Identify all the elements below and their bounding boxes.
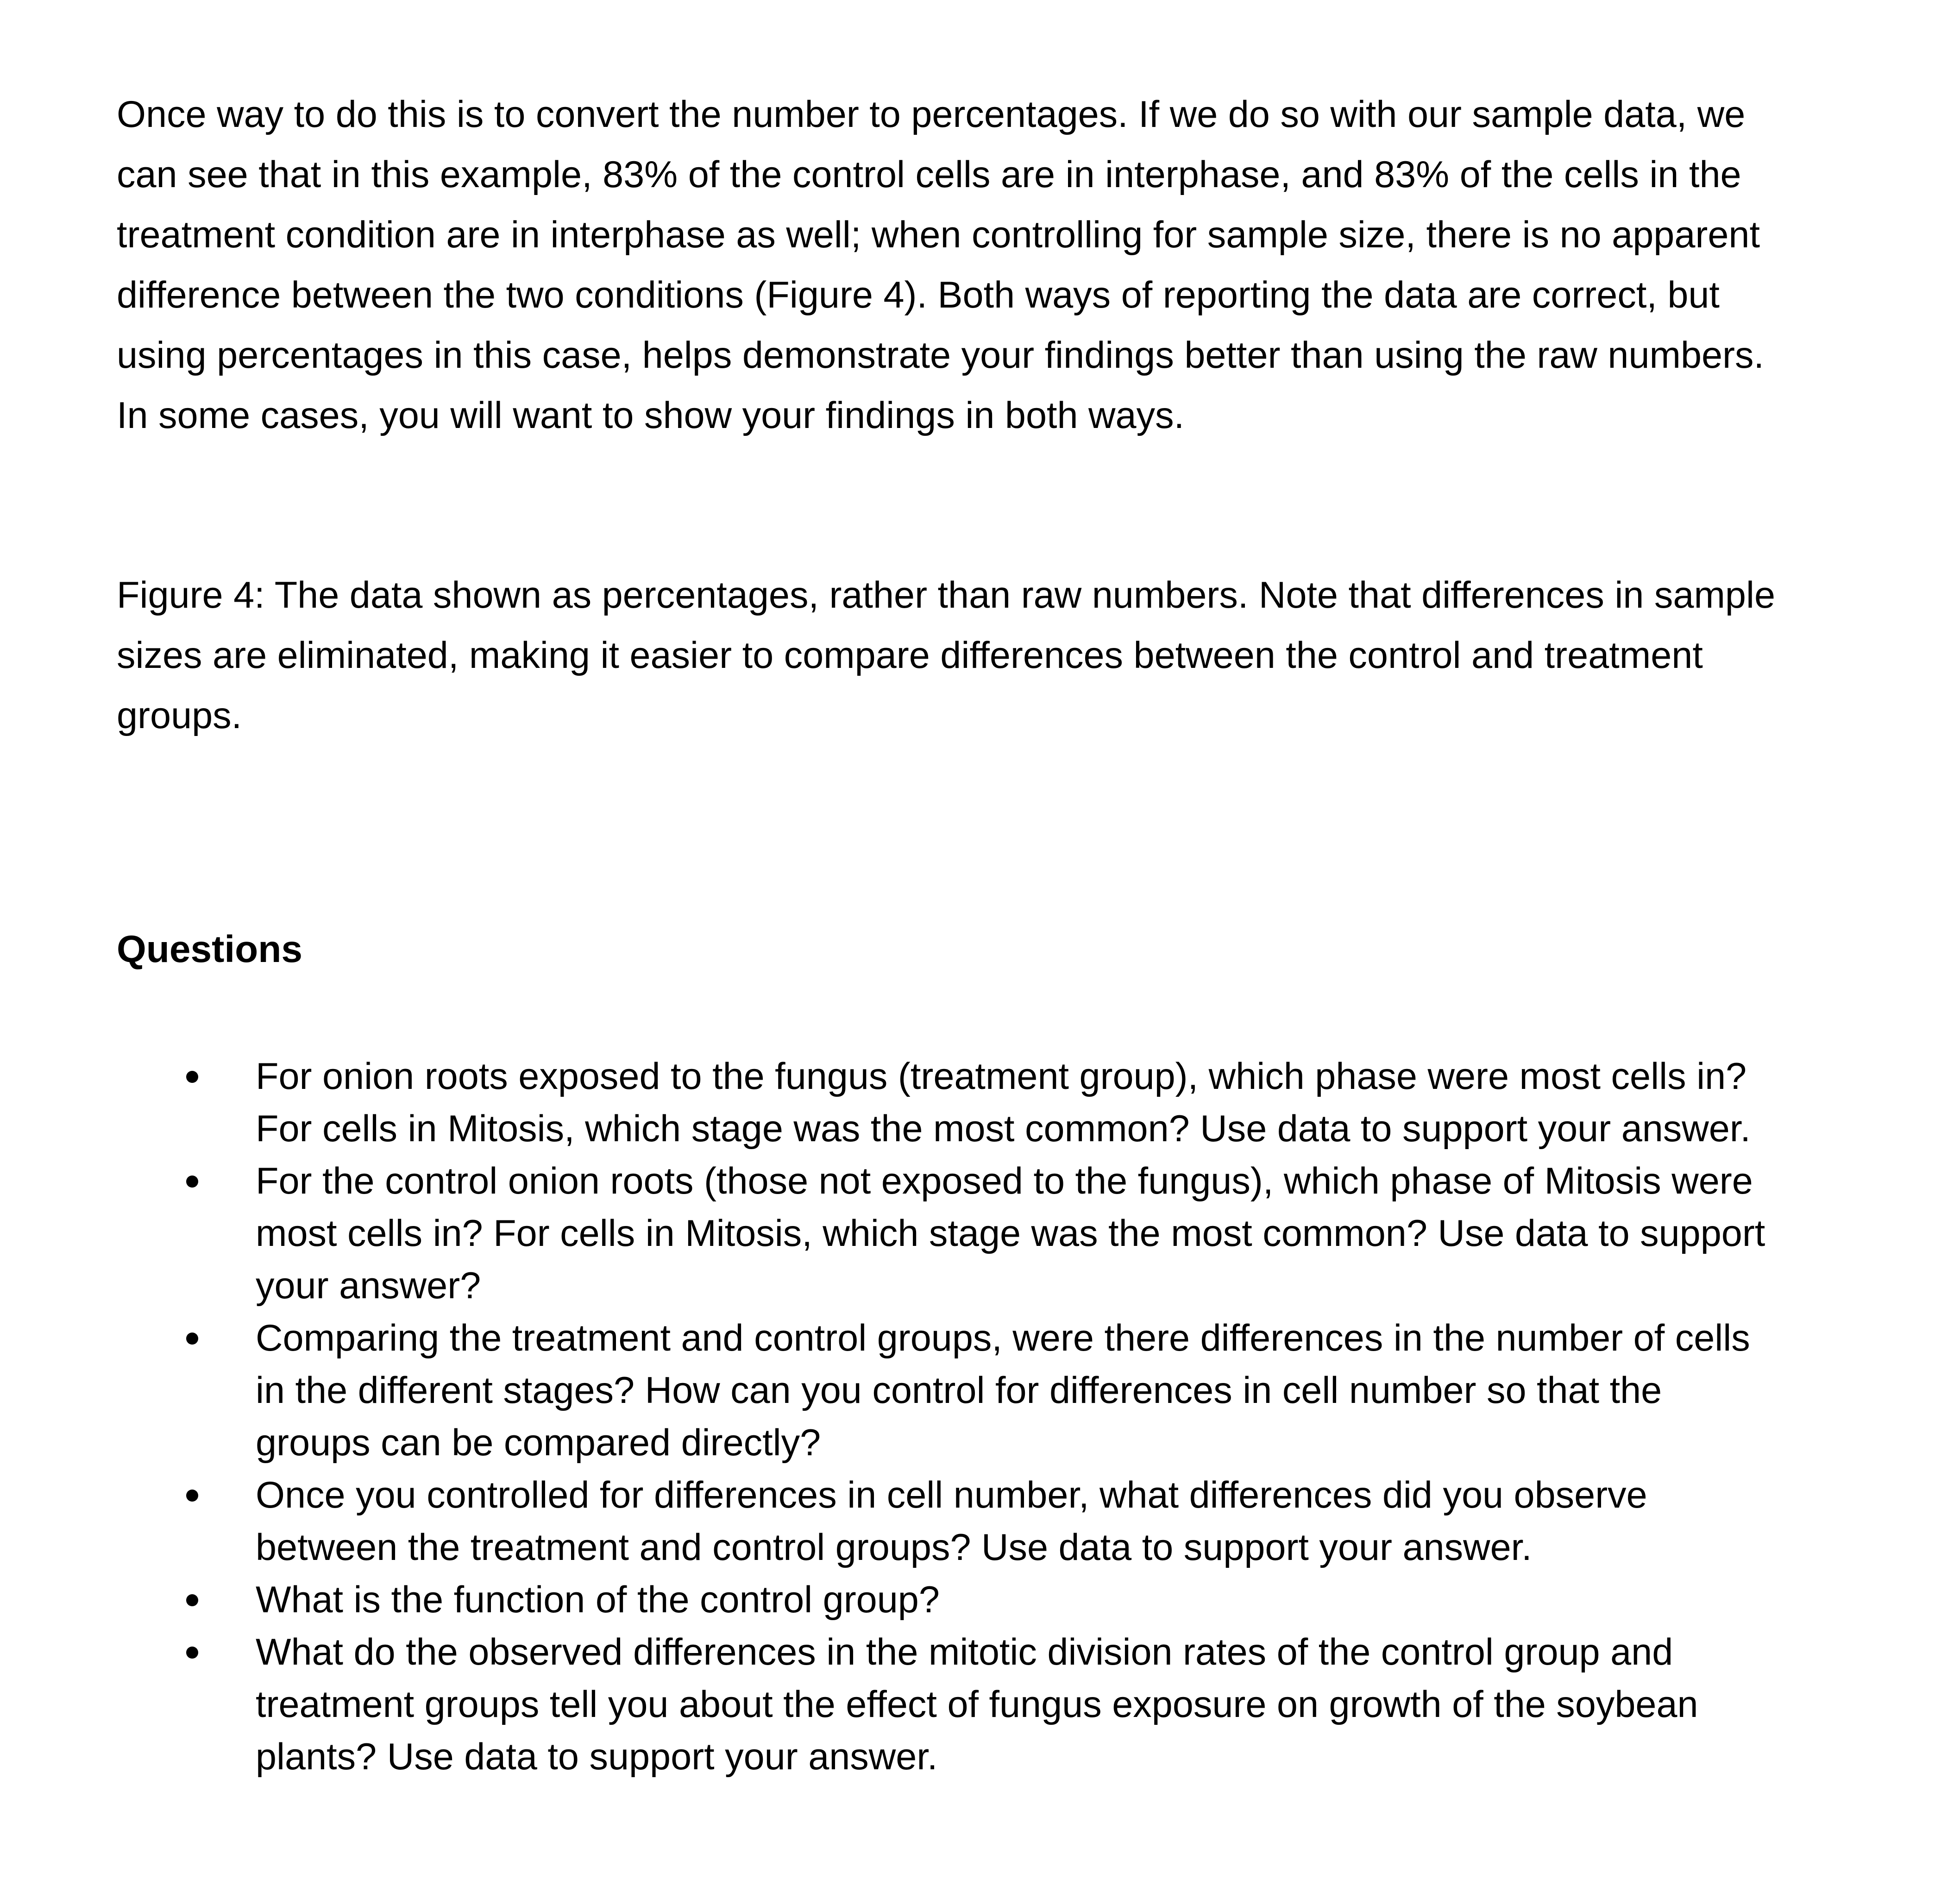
- question-line: What is the function of the control group?: [256, 1579, 940, 1621]
- intro-paragraph: [117, 84, 1877, 446]
- question-text: [256, 1312, 1923, 1469]
- intro-line: can see that in this example, 83% of the control cells are in interphase, and 83% of the cells in the: [117, 154, 1741, 195]
- caption-line: sizes are eliminated, making it easier to compare differences between the control and treatment: [117, 635, 1703, 676]
- bullet-icon: [186, 1333, 198, 1345]
- question-line: For onion roots exposed to the fungus (treatment group), which phase were most cells in?: [256, 1056, 1747, 1097]
- question-item: [0, 1050, 1960, 1155]
- question-line: Comparing the treatment and control groups, were there differences in the number of cells: [256, 1317, 1750, 1359]
- bullet-icon: [186, 1594, 198, 1606]
- question-text: [256, 1574, 1923, 1626]
- question-line: between the treatment and control groups? Use data to support your answer.: [256, 1527, 1532, 1568]
- bullet-icon: [186, 1176, 198, 1188]
- bullet-icon: [186, 1071, 198, 1083]
- question-line: your answer?: [256, 1265, 481, 1307]
- question-item: [0, 1155, 1960, 1312]
- question-line: For the control onion roots (those not exposed to the fungus), which phase of Mitosis were: [256, 1160, 1753, 1202]
- questions-heading: Questions: [117, 928, 302, 970]
- question-item: [0, 1574, 1960, 1626]
- question-line: in the different stages? How can you control for differences in cell number so that the: [256, 1370, 1662, 1411]
- question-item: [0, 1626, 1960, 1783]
- question-text: [256, 1626, 1923, 1783]
- caption-line: Figure 4: The data shown as percentages, rather than raw numbers. Note that differences in sample: [117, 574, 1776, 616]
- question-line: groups can be compared directly?: [256, 1422, 821, 1464]
- caption-line: groups.: [117, 695, 242, 736]
- question-line: plants? Use data to support your answer.: [256, 1736, 938, 1778]
- question-line: treatment groups tell you about the effect of fungus exposure on growth of the soybean: [256, 1684, 1698, 1725]
- question-item: [0, 1312, 1960, 1469]
- intro-line: treatment condition are in interphase as well; when controlling for sample size, there is no apparent: [117, 214, 1760, 256]
- question-line: What do the observed differences in the mitotic division rates of the control group and: [256, 1631, 1673, 1673]
- intro-line: In some cases, you will want to show your findings in both ways.: [117, 395, 1185, 436]
- intro-line: difference between the two conditions (Figure 4). Both ways of reporting the data are correct, but: [117, 274, 1720, 316]
- intro-line: Once way to do this is to convert the number to percentages. If we do so with our sample data, we: [117, 94, 1746, 135]
- bullet-icon: [186, 1490, 198, 1502]
- question-line: most cells in? For cells in Mitosis, which stage was the most common? Use data to support: [256, 1213, 1765, 1254]
- question-line: Once you controlled for differences in cell number, what differences did you observe: [256, 1474, 1647, 1516]
- intro-line: using percentages in this case, helps demonstrate your findings better than using the raw numbers.: [117, 334, 1765, 376]
- question-text: [256, 1469, 1923, 1574]
- questions-list: [0, 1050, 1960, 1783]
- bullet-icon: [186, 1647, 198, 1659]
- question-text: [256, 1155, 1923, 1312]
- question-text: [256, 1050, 1923, 1155]
- question-item: [0, 1469, 1960, 1574]
- question-line: For cells in Mitosis, which stage was the most common? Use data to support your answer.: [256, 1108, 1751, 1150]
- figure-caption: [117, 565, 1877, 746]
